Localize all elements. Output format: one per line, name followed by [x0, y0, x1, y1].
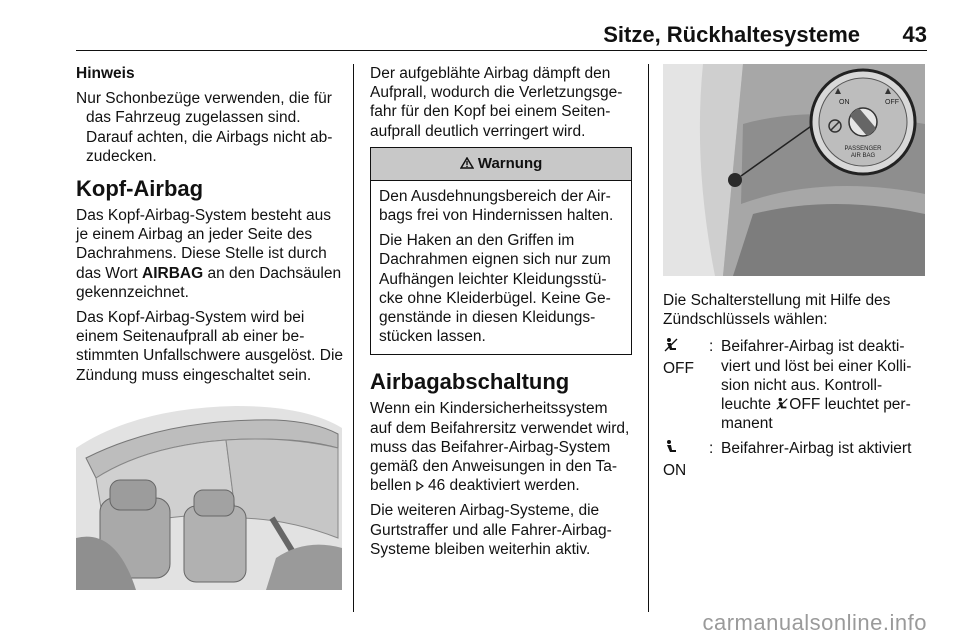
- term-off-label: OFF: [663, 359, 694, 377]
- heading-airbagabschaltung: Airbagabschaltung: [370, 369, 570, 395]
- switch-definitions: [663, 337, 925, 479]
- paragraph-airbag-deactivation: Wenn ein Kindersicherheitssystem auf dem Beifahrersitz verwendet wird, muss das Beifahrer-Airbag-System gemäß den Anweisungen in den Tabellen 46 deaktiviert werden.: [370, 400, 630, 495]
- column-3: [663, 291, 925, 486]
- term-on-label: ON: [663, 461, 687, 479]
- definition-desc-on: Beifahrer-Airbag ist aktiviert: [721, 440, 912, 458]
- warning-body: [371, 181, 631, 355]
- note-title: Hinweis: [76, 65, 135, 82]
- paragraph-airbag-effect: Der aufgeblähte Airbag dämpft den Aufprall, wodurch die Verletzungsgefahr für den Kopf bei einem Seitenaufprall deutlich verringert wird.: [370, 65, 623, 140]
- switch-on-label: ON: [839, 99, 850, 106]
- warning-triangle-icon: [460, 155, 478, 172]
- warning-header: [371, 148, 631, 181]
- warning-paragraph-1: Den Ausdehnungsbereich der Airbags frei von Hindernissen halten.: [379, 187, 614, 225]
- seat-crossed-icon: [663, 337, 709, 358]
- definition-on: [663, 439, 925, 479]
- seat-crossed-icon: [775, 396, 789, 413]
- definition-colon: :: [709, 338, 714, 356]
- airbag-word: AIRBAG: [142, 264, 204, 282]
- header-rule: [76, 50, 927, 51]
- paragraph-kopf-airbag-2: Das Kopf-Airbag-System wird bei einem Seitenaufprall ab einer bestimmten Unfallschwere ausgelöst. Die Zündung muss eingeschaltet sein.: [76, 309, 344, 384]
- note-text: Nur Schonbezüge verwenden, die für das Fahrzeug zugelassen sind. Darauf achten, die Airbags nicht abzudecken.: [76, 90, 333, 165]
- header-title: Sitze, Rückhaltesysteme: [603, 22, 860, 47]
- page-reference-icon: [416, 477, 424, 494]
- head-airbag-illustration: [76, 388, 342, 590]
- warning-paragraph-2: Die Haken an den Griffen im Dachrahmen eignen sich nur zum Aufhängen leichter Kleidungsstücke ohne Kleiderbügel. Keine Gegenstände in diesen Kleidungsstücken lassen.: [379, 232, 611, 346]
- paragraph-switch-position: Die Schalterstellung mit Hilfe des Zündschlüssels wählen:: [663, 292, 891, 329]
- switch-caption-line1: PASSENGER: [844, 146, 882, 152]
- column-2: [370, 64, 632, 565]
- column-divider-2: [648, 64, 649, 612]
- heading-kopf-airbag: Kopf-Airbag: [76, 176, 204, 202]
- column-1: [76, 64, 344, 391]
- car-interior-airbag-svg: [76, 388, 342, 590]
- switch-caption-line2: AIR BAG: [850, 153, 876, 159]
- door-switch-svg: [663, 64, 925, 276]
- paragraph-other-systems: Die weiteren Airbag-Systeme, die Gurtstraffer und alle Fahrer-Airbag-Systeme bleiben weiterhin aktiv.: [370, 502, 612, 558]
- watermark: carmanualsonline.info: [702, 610, 927, 635]
- paragraph-kopf-airbag-1: Das Kopf-Airbag-System besteht aus je einem Airbag an jeder Seite des Dachrahmens. Diese Stelle ist durch das Wort AIRBAG an den Dachsäulen gekennzeichnet.: [76, 207, 342, 301]
- seat-icon: [663, 439, 709, 460]
- page-number: 43: [902, 22, 927, 47]
- switch-off-label: OFF: [885, 99, 899, 106]
- airbag-switch-illustration: [663, 64, 925, 276]
- warning-title: Warnung: [477, 154, 543, 172]
- definition-desc-off: Beifahrer-Airbag ist deaktiviert und löst bei einer Kollision nicht aus. Kontrollleuchte OFF leuchtet permanent: [721, 338, 912, 433]
- definition-term-on: [663, 439, 709, 479]
- definition-term-off: [663, 337, 709, 433]
- warning-box: [370, 147, 632, 356]
- column-divider-1: [353, 64, 354, 612]
- definition-colon: :: [709, 440, 714, 458]
- definition-off: [663, 337, 925, 433]
